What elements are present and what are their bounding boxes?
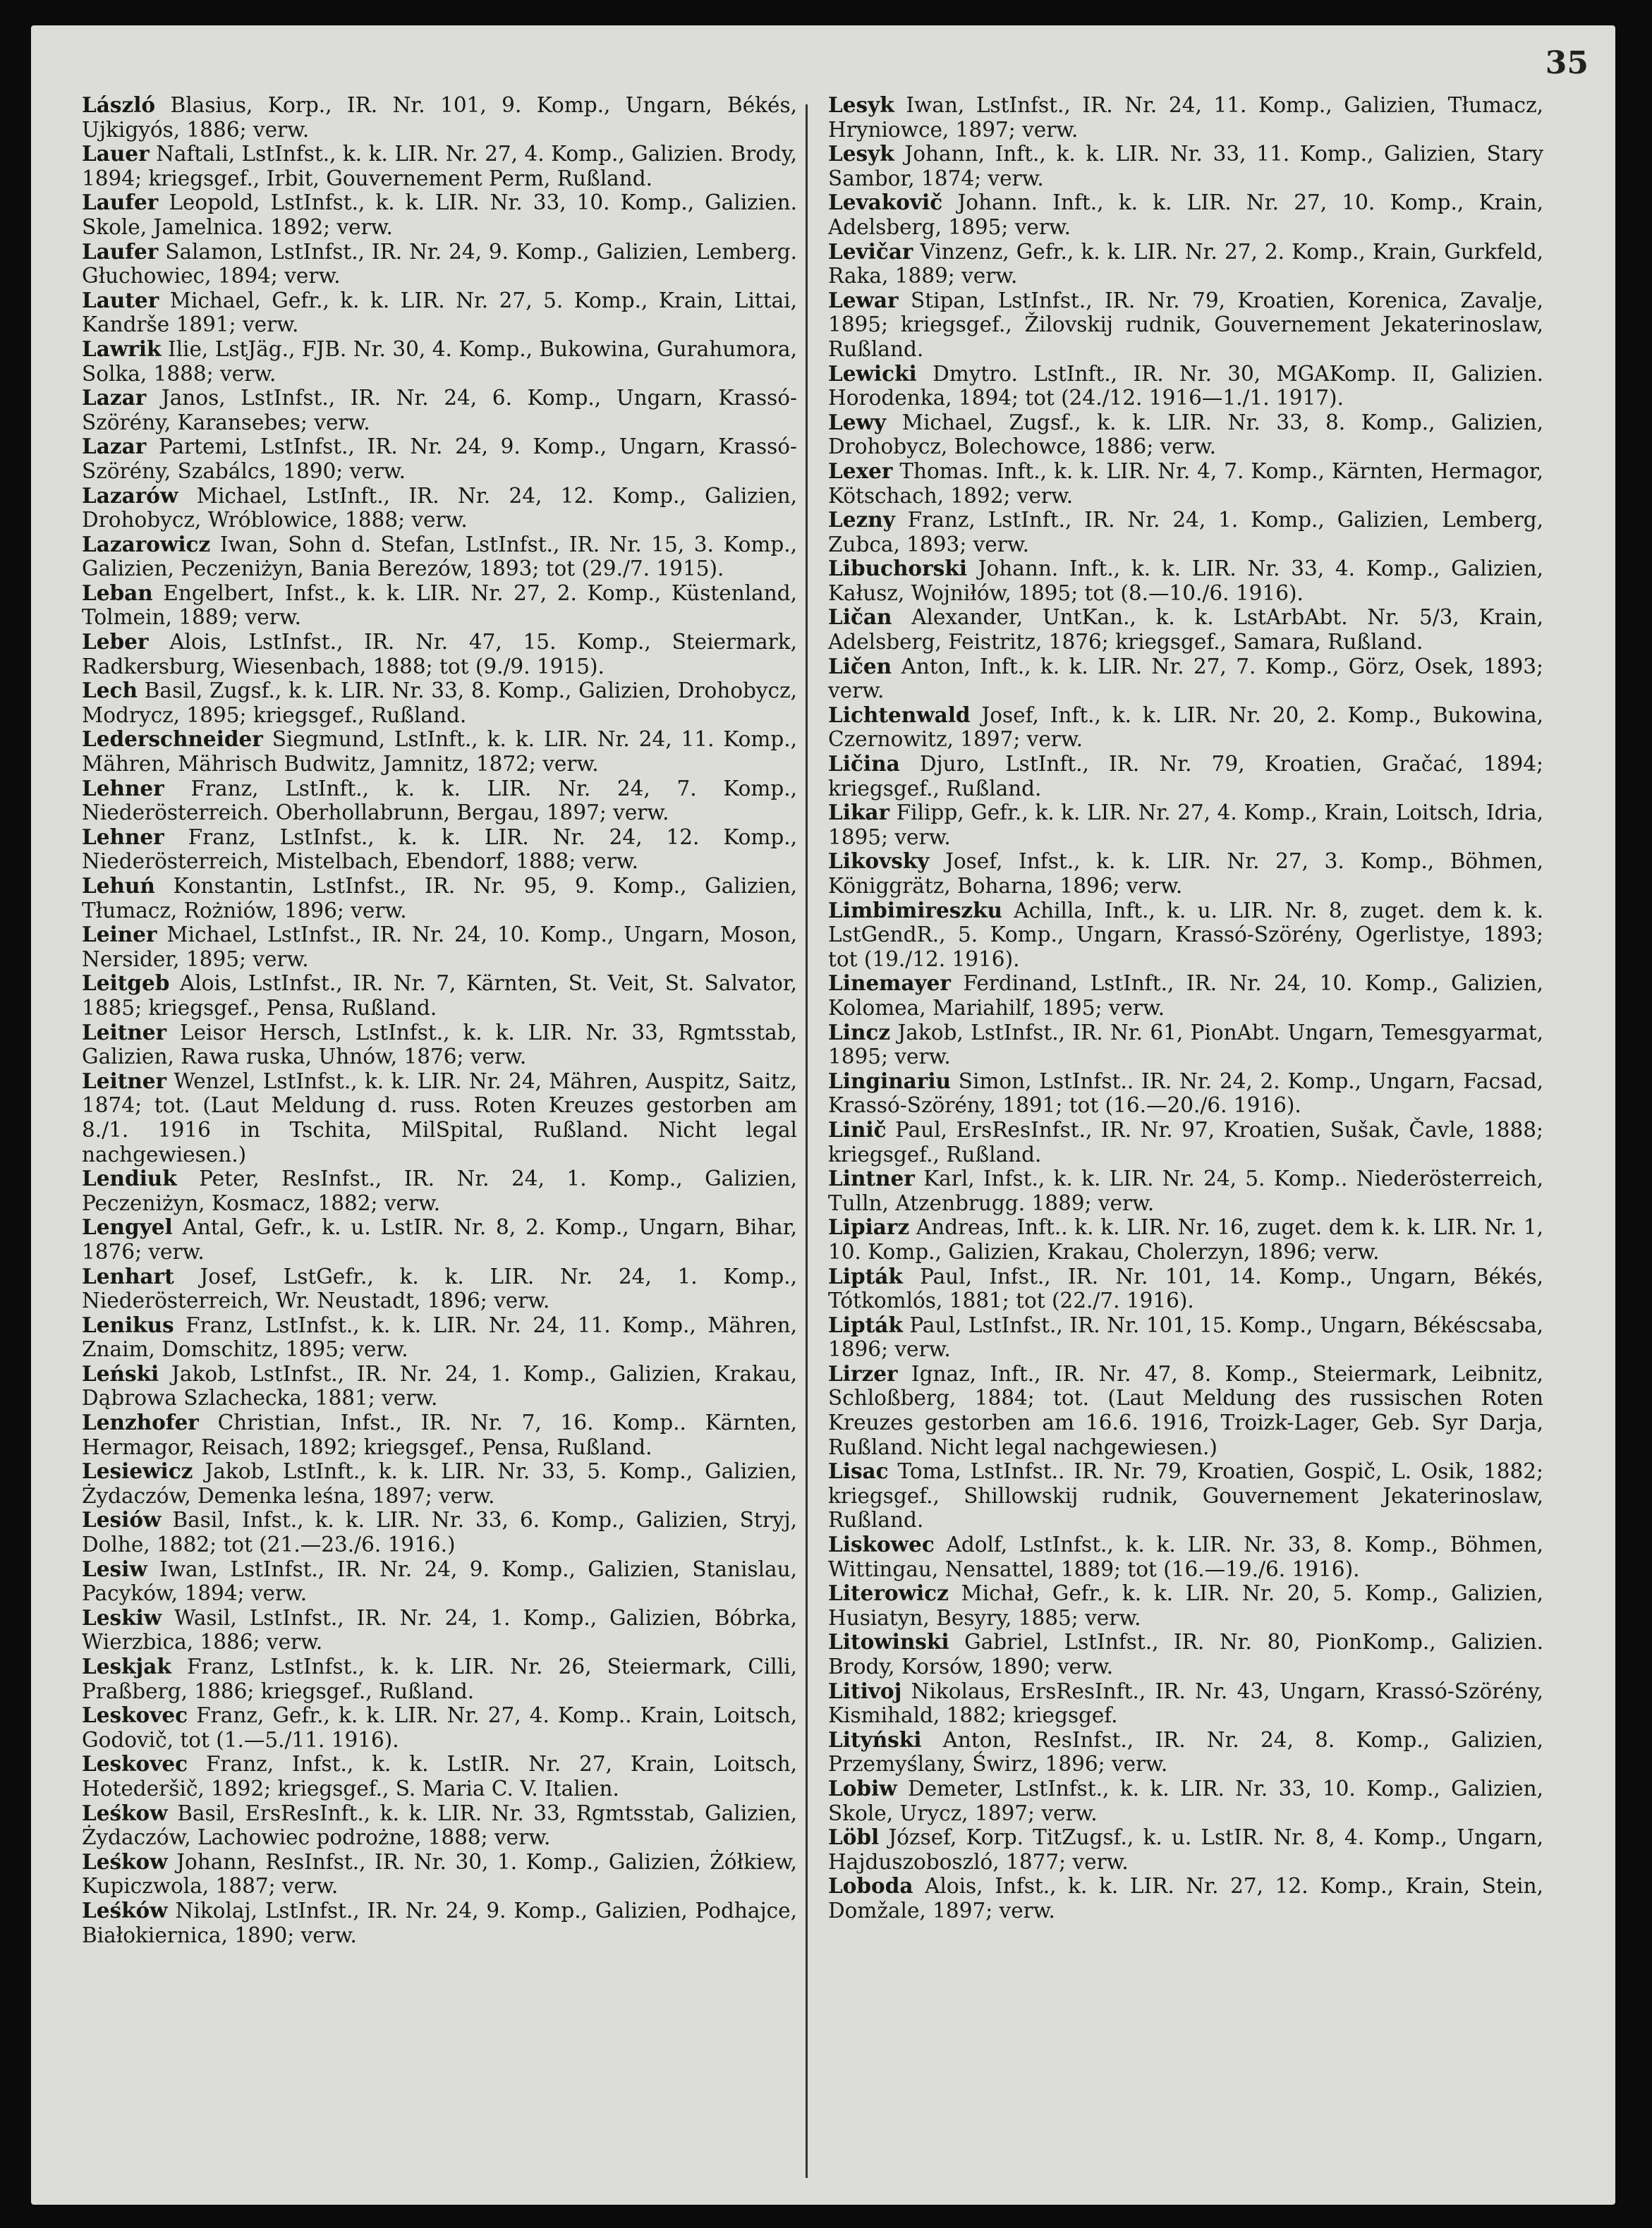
list-entry	[82, 337, 797, 386]
entry-surname: Linginariu	[828, 1068, 951, 1093]
entry-details: Alois, Infst., k. k. LIR. Nr. 27, 12. Komp., Krain, Stein, Domžale, 1897; verw.	[828, 1874, 1543, 1923]
list-entry	[82, 1167, 797, 1215]
entry-details: Jakob, LstInft., k. k. LIR. Nr. 33, 5. Komp., Galizien, Żydaczów, Demenka leśna, 1897; verw.	[82, 1459, 797, 1508]
entry-surname: Lenikus	[82, 1312, 174, 1337]
entry-surname: Lewicki	[828, 360, 917, 386]
entry-surname: Lazar	[82, 434, 147, 459]
list-entry	[82, 1899, 797, 1947]
entry-details: Leopold, LstInfst., k. k. LIR. Nr. 33, 10. Komp., Galizien. Skole, Jamelnica. 1892; verw.	[82, 190, 797, 239]
entry-surname: Lauer	[82, 141, 150, 166]
entry-surname: Laufer	[82, 238, 159, 264]
entry-surname: Lenzhofer	[82, 1410, 199, 1435]
list-entry	[828, 362, 1543, 410]
list-entry	[828, 1215, 1543, 1264]
entry-surname: Likar	[828, 800, 890, 825]
entry-details: Josef, LstGefr., k. k. LIR. Nr. 24, 1. Komp., Niederösterreich, Wr. Neustadt, 1896; verw.	[82, 1264, 797, 1313]
entry-surname: Leban	[82, 580, 153, 605]
entry-details: Josef, Inft., k. k. LIR. Nr. 20, 2. Komp., Bukowina, Czernowitz, 1897; verw.	[828, 702, 1543, 752]
list-entry	[82, 434, 797, 483]
entry-surname: Lipták	[828, 1263, 903, 1289]
entry-surname: Lincz	[828, 1019, 891, 1045]
entry-details: Siegmund, LstInft., k. k. LIR. Nr. 24, 11. Komp., Mähren, Mährisch Budwitz, Jamnitz, 1872; verw.	[82, 727, 797, 777]
entry-surname: Lazar	[82, 385, 147, 410]
list-entry	[82, 1362, 797, 1411]
entry-surname: Lehner	[82, 775, 164, 801]
list-entry	[82, 1411, 797, 1459]
entry-surname: Lewy	[828, 409, 887, 434]
entry-surname: Lipták	[828, 1312, 903, 1337]
entry-details: Franz, LstInfst., k. k. LIR. Nr. 24, 12. Komp., Niederösterreich, Mistelbach, Ebendorf, 1888; verw.	[82, 824, 797, 874]
entry-details: Alois, LstInfst., IR. Nr. 7, Kärnten, St. Veit, St. Salvator, 1885; kriegsgef., Pensa, Rußland.	[82, 971, 797, 1020]
list-entry	[82, 1850, 797, 1899]
entry-details: Wenzel, LstInfst., k. k. LIR. Nr. 24, Mähren, Auspitz, Saitz, 1874; tot. (Laut Meldung d. russ. Roten Kreuzes gestorben am 8./1. 1916 in Tschita, MilSpital, Rußland. Nicht legal nachgewiesen.)	[82, 1069, 797, 1167]
entry-details: Paul, LstInfst., IR. Nr. 101, 15. Komp., Ungarn, Békéscsaba, 1896; verw.	[828, 1313, 1543, 1362]
entry-surname: Lazarowicz	[82, 531, 211, 556]
entry-surname: Lesyk	[828, 92, 894, 117]
entry-surname: Lirzer	[828, 1360, 898, 1386]
list-entry	[828, 142, 1543, 190]
entry-details: Johann, ResInfst., IR. Nr. 30, 1. Komp., Galizien, Żółkiew, Kupiczwola, 1887; verw.	[82, 1849, 797, 1899]
document-page	[31, 25, 1615, 2205]
entry-details: Anton, Inft., k. k. LIR. Nr. 27, 7. Komp., Görz, Osek, 1893; verw.	[828, 654, 1543, 703]
list-entry	[82, 1557, 797, 1606]
entry-surname: Lesiów	[82, 1507, 162, 1533]
entry-details: Simon, LstInfst.. IR. Nr. 24, 2. Komp., Ungarn, Facsad, Krassó-Szörény, 1891; tot (16.—20./6. 1916).	[828, 1069, 1543, 1118]
entry-details: Karl, Infst., k. k. LIR. Nr. 24, 5. Komp.. Niederösterreich, Tulln, Atzenbrugg. 1889; verw.	[828, 1167, 1543, 1215]
entry-surname: Leitner	[82, 1019, 167, 1045]
entry-surname: Leskovec	[82, 1751, 188, 1777]
entry-details: Iwan, Sohn d. Stefan, LstInfst., IR. Nr. 15, 3. Komp., Galizien, Peczeniżyn, Bania Berezów, 1893; tot (29./7. 1915).	[82, 532, 797, 581]
entry-surname: Lityński	[828, 1727, 922, 1752]
entry-surname: Lexer	[828, 458, 893, 483]
entry-surname: Leiner	[82, 922, 157, 947]
list-entry	[82, 1313, 797, 1362]
entry-surname: Löbl	[828, 1825, 880, 1850]
list-entry	[82, 93, 797, 142]
list-entry	[82, 874, 797, 923]
list-entry	[828, 93, 1543, 142]
entry-details: Iwan, LstInfst., IR. Nr. 24, 9. Komp., Galizien, Stanislau, Pacyków, 1894; verw.	[82, 1557, 797, 1606]
entry-surname: Lech	[82, 678, 138, 703]
list-entry	[82, 630, 797, 678]
entry-details: József, Korp. TitZugsf., k. u. LstIR. Nr. 8, 4. Komp., Ungarn, Hajduszoboszló, 1877; verw.	[828, 1825, 1543, 1874]
entry-surname: Leitner	[82, 1068, 167, 1093]
entry-surname: Lisac	[828, 1459, 889, 1484]
entry-details: Paul, Infst., IR. Nr. 101, 14. Komp., Ungarn, Békés, Tótkomlós, 1881; tot (22./7. 1916).	[828, 1264, 1543, 1313]
list-entry	[828, 655, 1543, 703]
entry-details: Andreas, Inft.. k. k. LIR. Nr. 16, zuget. dem k. k. LIR. Nr. 1, 10. Komp., Galizien, Krakau, Cholerzyn, 1896; verw.	[828, 1215, 1543, 1264]
entry-surname: Lehuń	[82, 873, 155, 898]
list-entry	[82, 1655, 797, 1703]
list-entry	[82, 777, 797, 825]
entry-surname: Liskowec	[828, 1532, 935, 1557]
entry-details: Partemi, LstInfst., IR. Nr. 24, 9. Komp., Ungarn, Krassó-Szörény, Szabálcs, 1890; verw.	[82, 434, 797, 483]
entry-surname: Lenhart	[82, 1263, 174, 1289]
list-entry	[82, 532, 797, 581]
list-entry	[828, 459, 1543, 508]
list-entry	[828, 1313, 1543, 1362]
list-entry	[828, 899, 1543, 972]
list-entry	[82, 142, 797, 190]
entry-surname: Likovsky	[828, 848, 930, 874]
list-entry	[82, 678, 797, 727]
list-entry	[828, 1265, 1543, 1313]
entry-surname: Lesyk	[828, 141, 894, 166]
entry-details: Paul, ErsResInfst., IR. Nr. 97, Kroatien, Sušak, Čavle, 1888; kriegsgef., Rußland.	[828, 1117, 1543, 1167]
list-entry	[82, 1703, 797, 1752]
entry-details: Michael, LstInfst., IR. Nr. 24, 10. Komp., Ungarn, Moson, Nersider, 1895; verw.	[82, 923, 797, 971]
entry-surname: Levakovič	[828, 190, 943, 215]
entry-surname: Limbimireszku	[828, 897, 1002, 923]
entry-surname: Lazarów	[82, 482, 178, 508]
entry-details: Alexander, UntKan., k. k. LstArbAbt. Nr. 5/3, Krain, Adelsberg, Feistritz, 1876; kriegsgef., Samara, Rußland.	[828, 605, 1543, 655]
entry-details: Blasius, Korp., IR. Nr. 101, 9. Komp., Ungarn, Békés, Ujkigyós, 1886; verw.	[82, 93, 798, 142]
entry-surname: Leskovec	[82, 1703, 188, 1728]
entry-details: Demeter, LstInfst., k. k. LIR. Nr. 33, 10. Komp., Galizien, Skole, Urycz, 1897; verw.	[828, 1776, 1543, 1825]
list-entry	[828, 703, 1543, 752]
entry-details: Franz, LstInfst., k. k. LIR. Nr. 24, 11. Komp., Mähren, Znaim, Domschitz, 1895; verw.	[82, 1313, 797, 1362]
list-entry	[828, 1021, 1543, 1069]
entry-details: Filipp, Gefr., k. k. LIR. Nr. 27, 4. Komp., Krain, Loitsch, Idria, 1895; verw.	[828, 801, 1543, 849]
entry-surname: Leskjak	[82, 1654, 171, 1679]
entry-surname: Loboda	[828, 1873, 913, 1899]
entry-details: Naftali, LstInfst., k. k. LIR. Nr. 27, 4. Komp., Galizien. Brody, 1894; kriegsgef., Irbit, Gouvernement Perm, Rußland.	[82, 142, 797, 190]
entry-surname: Lewar	[828, 287, 899, 312]
page-number: 35	[1545, 45, 1589, 81]
entry-surname: Linemayer	[828, 970, 951, 996]
list-entry	[82, 1021, 797, 1069]
entry-surname: Lipiarz	[828, 1215, 910, 1240]
entry-details: Franz, Infst., k. k. LstIR. Nr. 27, Krain, Loitsch, Hotederšič, 1892; kriegsgef., S. Maria C. V. Italien.	[82, 1752, 797, 1801]
entry-surname: Ličina	[828, 751, 900, 777]
entry-details: Franz, LstInft., k. k. LIR. Nr. 24, 7. Komp., Niederösterreich. Oberhollabrunn, Bergau, 1897; verw.	[82, 776, 797, 825]
entry-surname: Libuchorski	[828, 556, 967, 581]
list-entry	[82, 1508, 797, 1557]
entry-details: Nikolaj, LstInfst., IR. Nr. 24, 9. Komp., Galizien, Podhajce, Białokiernica, 1890; verw.	[82, 1898, 797, 1947]
list-entry	[828, 1533, 1543, 1581]
entry-details: Michael, Zugsf., k. k. LIR. Nr. 33, 8. Komp., Galizien, Drohobycz, Bolechowce, 1886; verw.	[828, 410, 1543, 459]
entry-details: Stipan, LstInfst., IR. Nr. 79, Kroatien, Korenica, Zavalje, 1895; kriegsgef., Žilovskij rudnik, Gouvernement Jekaterinoslaw, Rußland.	[828, 288, 1543, 361]
entry-surname: Lauter	[82, 287, 159, 312]
list-entry	[828, 801, 1543, 849]
entry-surname: Leśkow	[82, 1800, 168, 1825]
entry-details: Antal, Gefr., k. u. LstIR. Nr. 8, 2. Komp., Ungarn, Bihar, 1876; verw.	[82, 1215, 797, 1264]
entry-details: Johann. Inft., k. k. LIR. Nr. 33, 4. Komp., Galizien, Kałusz, Wojniłów, 1895; tot (8.—10./6. 1916).	[828, 556, 1543, 605]
list-entry	[828, 190, 1543, 239]
list-entry	[828, 1362, 1543, 1459]
list-entry	[82, 1215, 797, 1264]
list-entry	[828, 556, 1543, 605]
entry-details: Nikolaus, ErsResInft., IR. Nr. 43, Ungarn, Krassó-Szörény, Kismihald, 1882; kriegsgef.	[828, 1679, 1543, 1728]
entry-details: Konstantin, LstInfst., IR. Nr. 95, 9. Komp., Galizien, Tłumacz, Rożniów, 1896; verw.	[82, 874, 797, 923]
entry-details: Anton, ResInfst., IR. Nr. 24, 8. Komp., Galizien, Przemyślany, Świrz, 1896; verw.	[828, 1727, 1543, 1777]
entry-details: Basil, Infst., k. k. LIR. Nr. 33, 6. Komp., Galizien, Stryj, Dolhe, 1882; tot (21.—23./6. 1916.)	[82, 1508, 798, 1557]
entry-details: Johann. Inft., k. k. LIR. Nr. 27, 10. Komp., Krain, Adelsberg, 1895; verw.	[828, 190, 1543, 239]
entry-surname: Leński	[82, 1360, 159, 1386]
list-entry	[828, 1679, 1543, 1728]
entry-details: Michael, LstInft., IR. Nr. 24, 12. Komp., Galizien, Drohobycz, Wróblowice, 1888; verw.	[82, 483, 797, 532]
entry-surname: Laufer	[82, 190, 159, 215]
entry-details: Franz, Gefr., k. k. LIR. Nr. 27, 4. Komp.. Krain, Loitsch, Godovič, tot (1.—5./11. 1916).	[82, 1703, 797, 1752]
entry-surname: Lendiuk	[82, 1166, 177, 1191]
list-entry	[82, 971, 797, 1020]
list-entry	[82, 1459, 797, 1508]
entry-details: Gabriel, LstInfst., IR. Nr. 80, PionKomp., Galizien. Brody, Korsów, 1890; verw.	[828, 1630, 1543, 1679]
entry-details: Iwan, LstInfst., IR. Nr. 24, 11. Komp., Galizien, Tłumacz, Hryniowce, 1897; verw.	[828, 93, 1543, 142]
entry-details: Salamon, LstInfst., IR. Nr. 24, 9. Komp., Galizien, Lemberg. Głuchowiec, 1894; verw.	[82, 239, 797, 288]
entry-surname: Lesiewicz	[82, 1459, 193, 1484]
entry-details: Michał, Gefr., k. k. LIR. Nr. 20, 5. Komp., Galizien, Husiatyn, Besyry, 1885; verw.	[828, 1581, 1543, 1630]
entry-details: Peter, ResInfst., IR. Nr. 24, 1. Komp., Galizien, Peczeniżyn, Kosmacz, 1882; verw.	[82, 1167, 797, 1215]
entry-surname: Ličan	[828, 604, 892, 630]
entry-surname: Lengyel	[82, 1215, 173, 1240]
entry-surname: Lezny	[828, 507, 895, 532]
entry-details: Vinzenz, Gefr., k. k. LIR. Nr. 27, 2. Komp., Krain, Gurkfeld, Raka, 1889; verw.	[828, 239, 1543, 288]
list-entry	[828, 849, 1543, 898]
entry-surname: Litivoj	[828, 1678, 902, 1703]
list-entry	[82, 1801, 797, 1850]
list-entry	[82, 923, 797, 971]
entry-surname: László	[82, 92, 156, 117]
list-entry	[828, 1581, 1543, 1630]
right-column	[828, 93, 1543, 1923]
entry-surname: Ličen	[828, 653, 892, 678]
entry-surname: Linič	[828, 1116, 887, 1142]
entry-surname: Leitgeb	[82, 970, 170, 996]
entry-surname: Levičar	[828, 238, 913, 264]
entry-details: Dmytro. LstInft., IR. Nr. 30, MGAKomp. II, Galizien. Horodenka, 1894; tot (24./12. 1916—1./1. 1917).	[828, 361, 1543, 410]
entry-surname: Lintner	[828, 1166, 915, 1191]
entry-surname: Litowinski	[828, 1629, 949, 1655]
list-entry	[828, 1459, 1543, 1533]
entry-surname: Leśkow	[82, 1849, 168, 1874]
entry-surname: Lehner	[82, 824, 164, 849]
entry-surname: Leber	[82, 629, 149, 655]
entry-details: Leisor Hersch, LstInfst., k. k. LIR. Nr. 33, Rgmtsstab, Galizien, Rawa ruska, Uhnów, 1876; verw.	[82, 1020, 797, 1069]
list-entry	[82, 386, 797, 434]
left-column	[82, 93, 797, 1947]
list-entry	[82, 240, 797, 288]
entry-details: Djuro, LstInft., IR. Nr. 79, Kroatien, Gračać, 1894; kriegsgef., Rußland.	[828, 752, 1543, 801]
list-entry	[82, 825, 797, 874]
entry-surname: Lawrik	[82, 336, 162, 361]
entry-details: Toma, LstInfst.. IR. Nr. 79, Kroatien, Gospič, L. Osik, 1882; kriegsgef., Shillowskij rudnik, Gouvernement Jekaterinoslaw, Rußland.	[828, 1459, 1543, 1533]
entry-details: Alois, LstInfst., IR. Nr. 47, 15. Komp., Steiermark, Radkersburg, Wiesenbach, 1888; tot (9./9. 1915).	[82, 630, 797, 678]
list-entry	[82, 1606, 797, 1655]
list-entry	[82, 581, 797, 630]
entry-surname: Lichtenwald	[828, 702, 971, 727]
list-entry	[82, 1069, 797, 1167]
list-entry	[828, 752, 1543, 801]
list-entry	[82, 190, 797, 239]
entry-details: Thomas. Inft., k. k. LIR. Nr. 4, 7. Komp., Kärnten, Hermagor, Kötschach, 1892; verw.	[828, 458, 1543, 508]
list-entry	[828, 1630, 1543, 1679]
entry-details: Jakob, LstInfst., IR. Nr. 24, 1. Komp., Galizien, Krakau, Dąbrowa Szlachecka, 1881; verw.	[82, 1361, 797, 1411]
list-entry	[828, 1825, 1543, 1874]
list-entry	[828, 288, 1543, 362]
entry-details: Engelbert, Infst., k. k. LIR. Nr. 27, 2. Komp., Küstenland, Tolmein, 1889; verw.	[82, 580, 797, 630]
list-entry	[82, 1752, 797, 1801]
list-entry	[828, 508, 1543, 556]
entry-surname: Lobiw	[828, 1775, 897, 1801]
entry-details: Janos, LstInfst., IR. Nr. 24, 6. Komp., Ungarn, Krassó-Szörény, Karansebes; verw.	[82, 386, 797, 434]
list-entry	[828, 410, 1543, 459]
entry-surname: Lederschneider	[82, 726, 263, 752]
entry-details: Wasil, LstInfst., IR. Nr. 24, 1. Komp., Galizien, Bóbrka, Wierzbica, 1886; verw.	[82, 1605, 797, 1655]
list-entry	[828, 1728, 1543, 1777]
entry-details: Franz, LstInfst., k. k. LIR. Nr. 26, Steiermark, Cilli, Praßberg, 1886; kriegsgef., Rußland.	[82, 1655, 797, 1703]
list-entry	[828, 1069, 1543, 1118]
list-entry	[828, 240, 1543, 288]
entry-details: Jakob, LstInfst., IR. Nr. 61, PionAbt. Ungarn, Temesgyarmat, 1895; verw.	[828, 1020, 1543, 1069]
list-entry	[828, 1167, 1543, 1215]
list-entry	[828, 605, 1543, 654]
list-entry	[82, 1265, 797, 1313]
entry-details: Achilla, Inft., k. u. LIR. Nr. 8, zuget. dem k. k. LstGendR., 5. Komp., Ungarn, Krassó-Szörény, Ogerlistye, 1893; tot (19./12. 1916).	[828, 898, 1543, 971]
entry-surname: Literowicz	[828, 1581, 949, 1606]
list-entry	[828, 1874, 1543, 1923]
list-entry	[828, 971, 1543, 1020]
list-entry	[82, 727, 797, 776]
entry-details: Basil, Zugsf., k. k. LIR. Nr. 33, 8. Komp., Galizien, Drohobycz, Modrycz, 1895; kriegsgef., Rußland.	[82, 678, 797, 727]
entry-details: Christian, Infst., IR. Nr. 7, 16. Komp.. Kärnten, Hermagor, Reisach, 1892; kriegsgef., Pensa, Rußland.	[82, 1411, 797, 1459]
entry-details: Michael, Gefr., k. k. LIR. Nr. 27, 5. Komp., Krain, Littai, Kandrše 1891; verw.	[82, 288, 797, 337]
entry-details: Ilie, LstJäg., FJB. Nr. 30, 4. Komp., Bukowina, Gurahumora, Solka, 1888; verw.	[82, 336, 797, 386]
list-entry	[82, 484, 797, 532]
column-divider	[806, 104, 808, 2178]
entry-surname: Lesiw	[82, 1556, 147, 1581]
entry-details: Adolf, LstInfst., k. k. LIR. Nr. 33, 8. Komp., Böhmen, Wittingau, Nensattel, 1889; tot (16.—19./6. 1916).	[828, 1533, 1543, 1581]
entry-details: Ferdinand, LstInft., IR. Nr. 24, 10. Komp., Galizien, Kolomea, Mariahilf, 1895; verw.	[828, 971, 1543, 1020]
entry-surname: Leśków	[82, 1897, 168, 1923]
entry-details: Ignaz, Inft., IR. Nr. 47, 8. Komp., Steiermark, Leibnitz, Schloßberg, 1884; tot. (Laut Meldung des russischen Roten Kreuzes gestorben am 16.6. 1916, Troizk-Lager, Geb. Syr Darja, Rußland. Nicht legal nachgewiesen.)	[828, 1361, 1543, 1459]
entry-surname: Leskiw	[82, 1605, 162, 1630]
entry-details: Johann, Inft., k. k. LIR. Nr. 33, 11. Komp., Galizien, Stary Sambor, 1874; verw.	[828, 142, 1543, 190]
list-entry	[828, 1118, 1543, 1167]
entry-details: Josef, Infst., k. k. LIR. Nr. 27, 3. Komp., Böhmen, Königgrätz, Boharna, 1896; verw.	[828, 849, 1543, 898]
list-entry	[828, 1777, 1543, 1825]
entry-details: Basil, ErsResInft., k. k. LIR. Nr. 33, Rgmtsstab, Galizien, Żydaczów, Lachowiec podrożne, 1888; verw.	[82, 1801, 797, 1850]
list-entry	[82, 288, 797, 337]
entry-details: Franz, LstInft., IR. Nr. 24, 1. Komp., Galizien, Lemberg, Zubca, 1893; verw.	[828, 508, 1543, 556]
